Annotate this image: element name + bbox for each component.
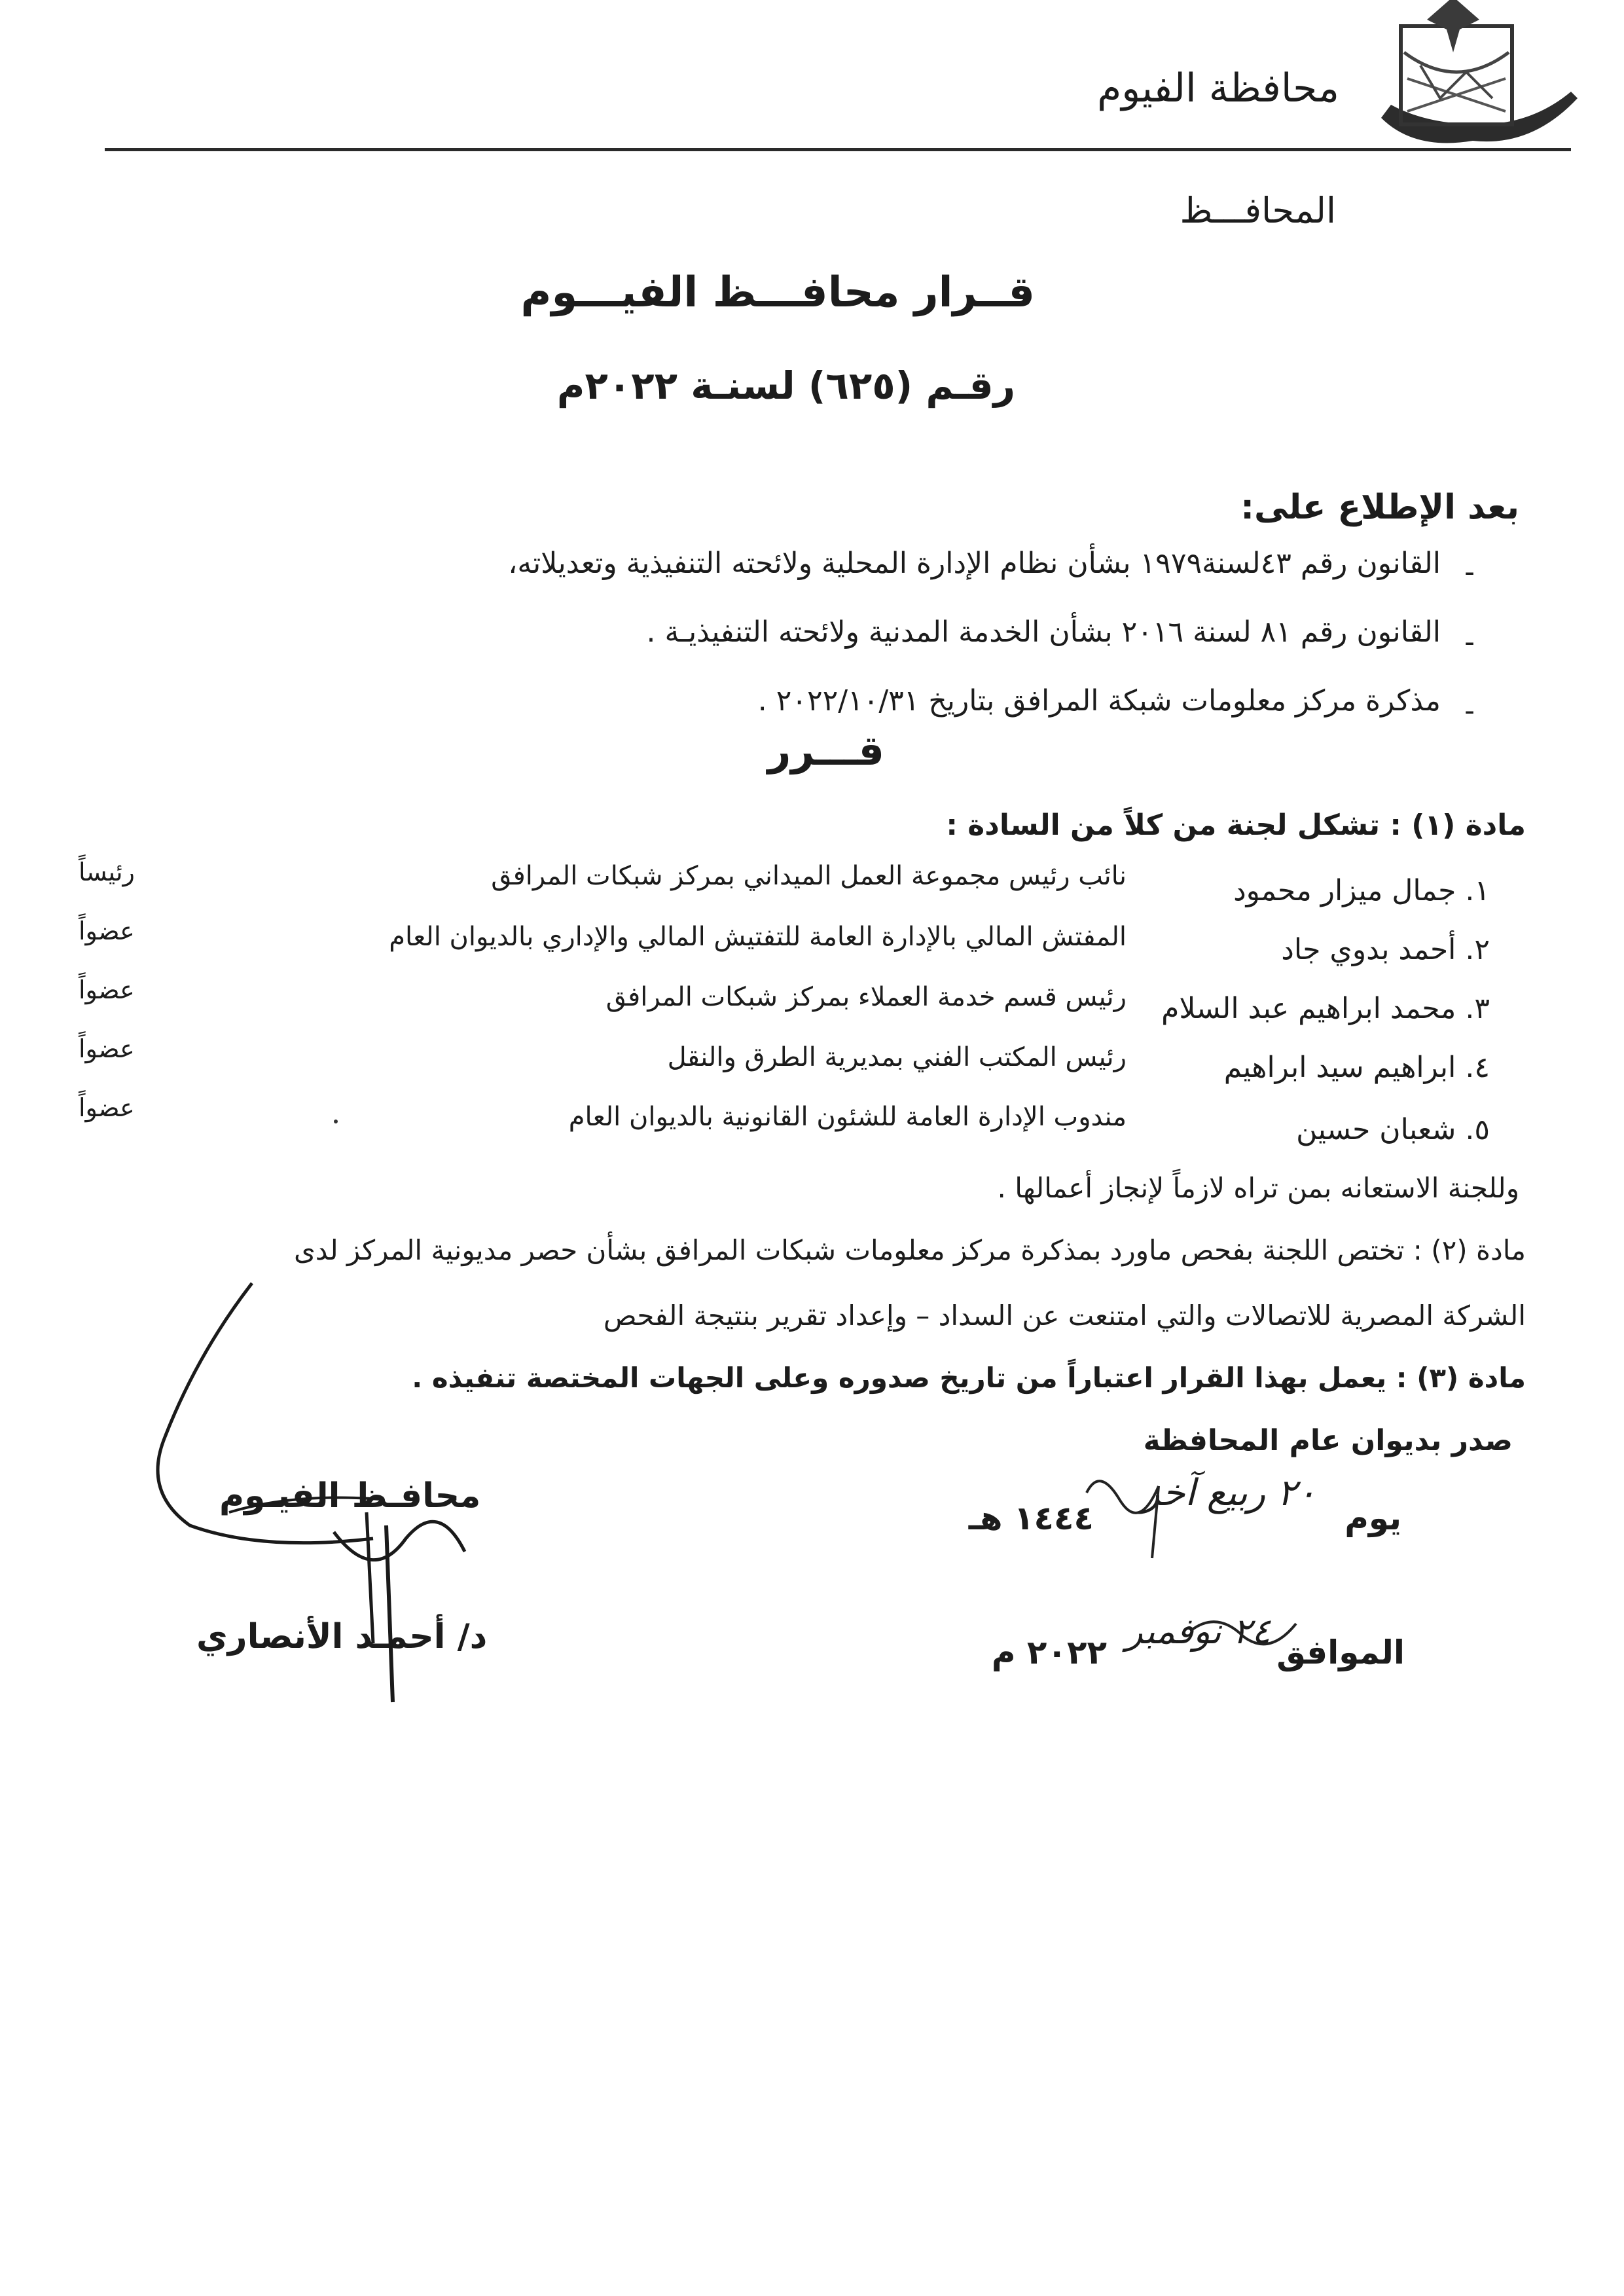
greg-year: ٢٠٢٢ م <box>991 1633 1107 1671</box>
header-divider <box>105 148 1571 151</box>
member-2-role: عضواً <box>79 917 135 945</box>
article1-heading: مادة (١) : تشكل لجنة من كلاً من السادة : <box>946 809 1526 842</box>
hijri-label: يوم <box>1344 1499 1401 1537</box>
member-5-name: ٥. شعبان حسين <box>1296 1113 1490 1146</box>
member-2-position: المفتش المالي بالإدارة العامة للتفتيش المالي والإداري بالديوان العام <box>389 922 1127 952</box>
preamble-heading: بعد الإطلاع على: <box>1240 488 1519 527</box>
date-handwriting-marks <box>1060 1460 1401 1669</box>
member-4-name: ٤. ابراهيم سيد ابراهيم <box>1223 1051 1490 1084</box>
article1-note: وللجنة الاستعانه بمن تراه لازماً لإنجاز أعمالها . <box>997 1172 1519 1204</box>
article2-line2: الشركة المصرية للاتصالات والتي امتنعت عن السداد – وإعداد تقرير بنتيجة الفحص <box>603 1300 1526 1332</box>
hijri-handwritten-date: ٢٠ ربيع آخر <box>1142 1472 1316 1514</box>
handwritten-signature <box>98 1277 556 1735</box>
article2-line1: مادة (٢) : تختص اللجنة بفحص ماورد بمذكرة مركز معلومات شبكات المرافق بشأن حصر مديونية المركز لدى <box>293 1234 1526 1266</box>
stray-dot <box>334 1120 338 1123</box>
preamble-dash-1: - <box>1464 555 1475 589</box>
preamble-dash-2: - <box>1464 625 1475 659</box>
member-3-position: رئيس قسم خدمة العملاء بمركز شبكات المرافق <box>605 982 1127 1012</box>
member-3-name: ٣. محمد ابراهيم عبد السلام <box>1161 992 1490 1025</box>
member-4-role: عضواً <box>79 1034 135 1063</box>
member-4-position: رئيس المكتب الفني بمديرية الطرق والنقل <box>667 1042 1127 1072</box>
member-1-position: نائب رئيس مجموعة العمل الميداني بمركز شبكات المرافق <box>491 861 1127 891</box>
signature-title: محافـظ الفيـوم <box>219 1476 481 1516</box>
greg-label: الموافق <box>1276 1633 1405 1671</box>
decided-heading: قـــرر <box>767 727 884 774</box>
signature-name: د/ أحمـد الأنصاري <box>196 1617 488 1656</box>
article3-text: مادة (٣) : يعمل بهذا القرار اعتباراً من تاريخ صدوره وعلى الجهات المختصة تنفيذه . <box>412 1362 1526 1394</box>
preamble-item-1: القانون رقم ٤٣لسنة١٩٧٩ بشأن نظام الإدارة المحلية ولائحته التنفيذية وتعديلاته، <box>508 547 1441 580</box>
decision-title: قــرار محافـــظ الفيـــوم <box>520 268 1035 317</box>
member-2-name: ٢. أحمد بدوي جاد <box>1281 933 1490 966</box>
member-5-role: عضواً <box>79 1093 135 1122</box>
eagle-emblem-icon <box>1362 0 1584 157</box>
member-1-name: ١. جمال ميزار محمود <box>1233 874 1490 907</box>
preamble-item-3: مذكرة مركز معلومات شبكة المرافق بتاريخ ٢٠٢٢/١٠/٣١ . <box>757 684 1441 718</box>
member-1-role: رئيساً <box>79 858 135 886</box>
governorate-emblem <box>1362 0 1584 157</box>
greg-handwritten-date: ٢٤ نوفمبر <box>1125 1611 1271 1652</box>
member-5-position: مندوب الإدارة العامة للشئون القانونية بالديوان العام <box>568 1102 1127 1132</box>
preamble-item-2: القانون رقم ٨١ لسنة ٢٠١٦ بشأن الخدمة المدنية ولائحته التنفيذيـة . <box>646 615 1441 649</box>
office-title: المحافـــظ <box>1180 190 1336 231</box>
governorate-name: محافظة الفيوم <box>1097 65 1339 111</box>
preamble-dash-3: - <box>1464 694 1475 727</box>
decision-number: رقـم (٦٢٥) لسنـة ٢٠٢٢م <box>556 363 1015 408</box>
issued-place: صدر بديوان عام المحافظة <box>1143 1424 1513 1457</box>
member-3-role: عضواً <box>79 975 135 1004</box>
hijri-year: ١٤٤٤ هـ <box>968 1499 1094 1537</box>
